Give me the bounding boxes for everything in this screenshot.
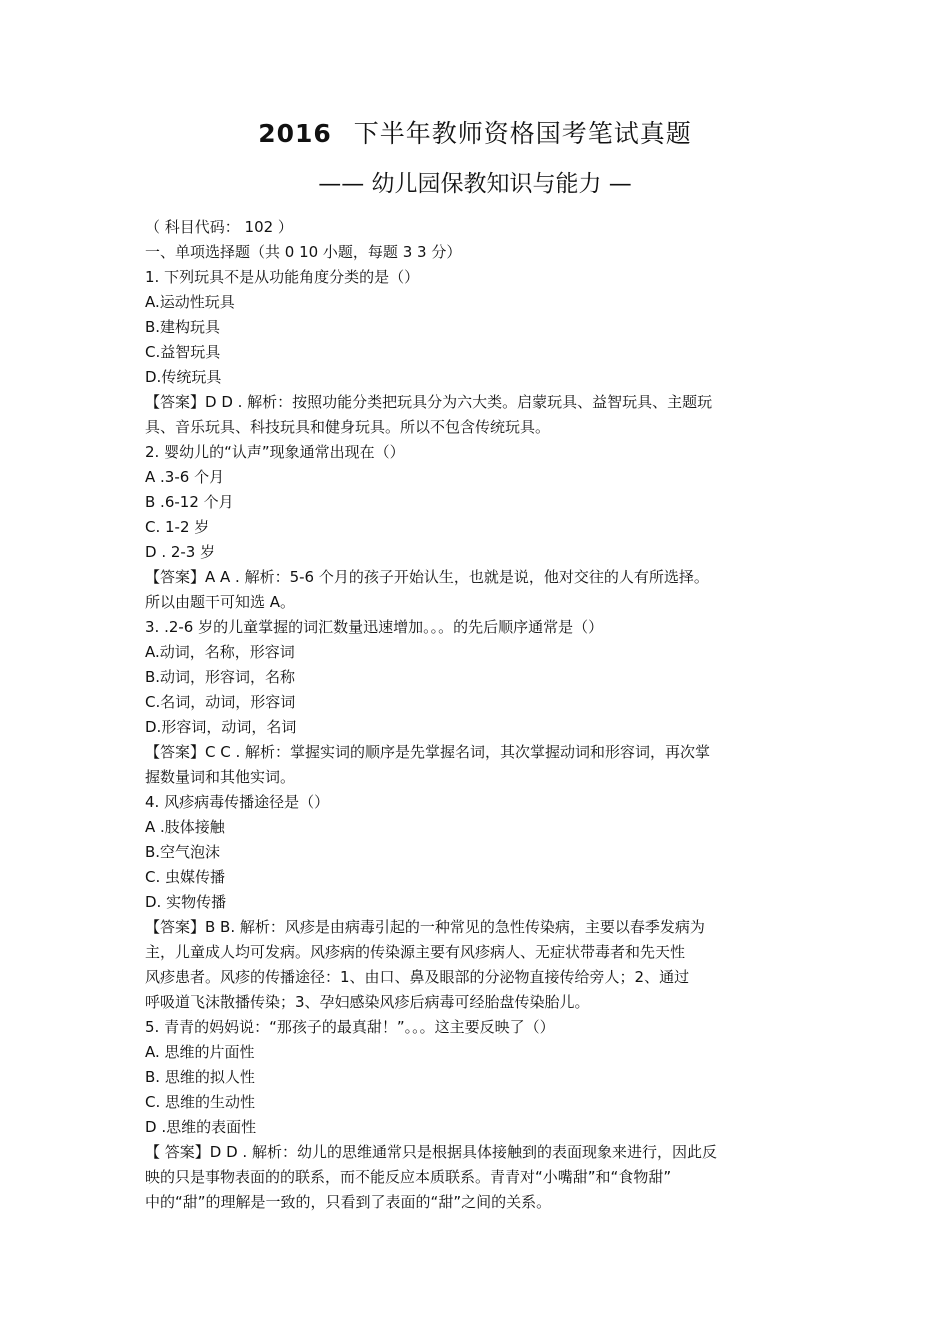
document-title	[0, 116, 950, 152]
text-line: D . 2-3 岁	[145, 543, 216, 561]
document-subtitle: —— 幼儿园保教知识与能力 —	[318, 171, 632, 197]
text-line: 所以由题干可知选 A。	[145, 593, 296, 611]
text-line: 具、音乐玩具、科技玩具和健身玩具。所以不包含传统玩具。	[145, 418, 551, 436]
text-line: A.运动性玩具	[145, 293, 235, 311]
text-line: 1. 下列玩具不是从功能角度分类的是（）	[145, 268, 420, 286]
text-line: B.空气泡沫	[145, 843, 221, 861]
text-line: 风疹患者。风疹的传播途径：1、由口、鼻及眼部的分泌物直接传给旁人；2、通过	[145, 968, 690, 986]
text-line: 主，儿童成人均可发病。风疹病的传染源主要有风疹病人、无症状带毒者和先天性	[145, 943, 686, 961]
text-line: 【答案】C C . 解析：掌握实词的顺序是先掌握名词，其次掌握动词和形容词，再次掌	[145, 743, 711, 761]
text-line: 4. 风疹病毒传播途径是（）	[145, 793, 330, 811]
text-line: D .思维的表面性	[145, 1118, 257, 1136]
text-line: B.动词，形容词，名称	[145, 668, 296, 686]
text-line: 【答案】D D . 解析：按照功能分类把玩具分为六大类。启蒙玩具、益智玩具、主题玩	[145, 393, 713, 411]
text-line: 一、单项选择题（共 0 10 小题，每题 3 3 分）	[145, 243, 462, 261]
text-line: D.形容词，动词，名词	[145, 718, 297, 736]
text-line: B.建构玩具	[145, 318, 221, 336]
text-line: 2. 婴幼儿的“认声”现象通常出现在（）	[145, 443, 405, 461]
text-line: C.名词，动词，形容词	[145, 693, 296, 711]
text-line: （ 科目代码： 102 ）	[145, 218, 293, 236]
text-line: C. 1-2 岁	[145, 518, 210, 536]
title-text: 下半年教师资格国考笔试真题	[353, 119, 692, 148]
text-line: 握数量词和其他实词。	[145, 768, 296, 786]
text-line: 映的只是事物表面的的联系，而不能反应本质联系。青青对“小嘴甜”和“食物甜”	[145, 1168, 672, 1186]
text-line: 呼吸道飞沫散播传染；3、孕妇感染风疹后病毒可经胎盘传染胎儿。	[145, 993, 590, 1011]
text-line: D.传统玩具	[145, 368, 222, 386]
text-line: D. 实物传播	[145, 893, 227, 911]
text-line: 【 答案】D D . 解析：幼儿的思维通常只是根据具体接触到的表面现象来进行，因此反	[145, 1143, 717, 1161]
text-line: 【答案】B B. 解析：风疹是由病毒引起的一种常见的急性传染病，主要以春季发病为	[145, 918, 705, 936]
text-line: A.动词，名称，形容词	[145, 643, 295, 661]
text-line: 5. 青青的妈妈说：“那孩子的最真甜！”。。。这主要反映了（）	[145, 1018, 555, 1036]
text-line: B .6-12 个月	[145, 493, 234, 511]
document-body	[145, 215, 805, 1215]
text-line: 中的“甜”的理解是一致的，只看到了表面的“甜”之间的关系。	[145, 1193, 552, 1211]
text-line: 3. .2-6 岁的儿童掌握的词汇数量迅速增加。。。的先后顺序通常是（）	[145, 618, 604, 636]
text-line: A. 思维的片面性	[145, 1043, 255, 1061]
text-line: B. 思维的拟人性	[145, 1068, 255, 1086]
text-line: A .肢体接触	[145, 818, 225, 836]
title-year: 2016	[258, 119, 332, 148]
text-line: 【答案】A A . 解析：5-6 个月的孩子开始认生，也就是说，他对交往的人有所选择。	[145, 568, 709, 586]
text-line: C.益智玩具	[145, 343, 221, 361]
text-line: A .3-6 个月	[145, 468, 225, 486]
text-line: C. 虫媒传播	[145, 868, 226, 886]
text-line: C. 思维的生动性	[145, 1093, 256, 1111]
